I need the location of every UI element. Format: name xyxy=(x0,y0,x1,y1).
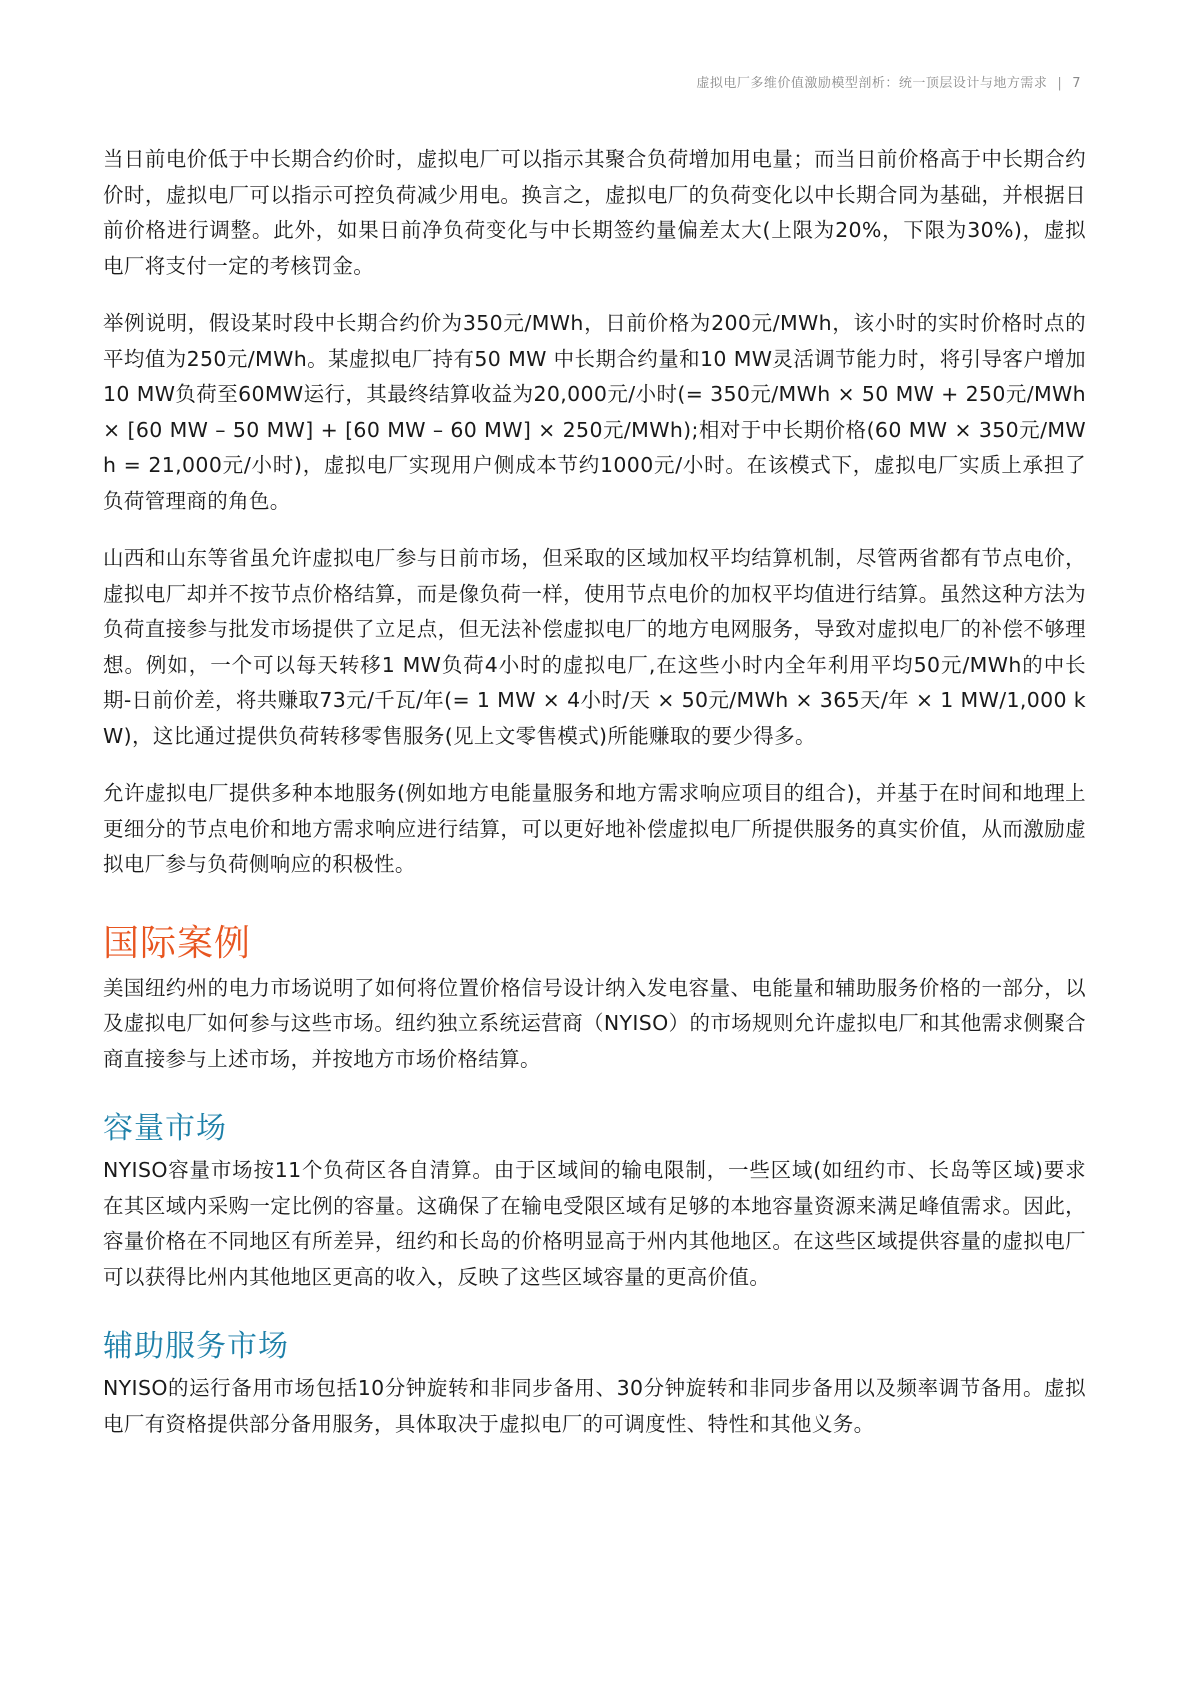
paragraph-ancillary-services-market: NYISO的运行备用市场包括10分钟旋转和非同步备用、30分钟旋转和非同步备用以及频率调节备用。虚拟电厂有资格提供部分备用服务，具体取决于虚拟电厂的可调度性、特性和其他义务。 xyxy=(103,1376,1086,1436)
paragraph-international-cases: 美国纽约州的电力市场说明了如何将位置价格信号设计纳入发电容量、电能量和辅助服务价格的一部分，以及虚拟电厂如何参与这些市场。纽约独立系统运营商（NYISO）的市场规则允许虚拟电厂和其他需求侧聚合商直接参与上述市场，并按地方市场价格结算。 xyxy=(103,975,1086,1071)
running-header xyxy=(696,72,1081,91)
paragraph-capacity-market: NYISO容量市场按11个负荷区各自清算。由于区域间的输电限制，一些区域(如纽约市、长岛等区域)要求在其区域内采购一定比例的容量。这确保了在输电受限区域有足够的本地容量资源来满足峰值需求。因此，容量价格在不同地区有所差异，纽约和长岛的价格明显高于州内其他地区。在这些区域提供容量的虚拟电厂可以获得比州内其他地区更高的收入，反映了这些区域容量的更高价值。 xyxy=(103,1158,1086,1289)
heading-ancillary-services-market: 辅助服务市场 xyxy=(103,1329,289,1364)
paragraph-day-ahead-price: 当日前电价低于中长期合约价时，虚拟电厂可以指示其聚合负荷增加用电量；而当日前价格高于中长期合约价时，虚拟电厂可以指示可控负荷减少用电。换言之，虚拟电厂的负荷变化以中长期合同为基础，并根据日前价格进行调整。此外，如果日前净负荷变化与中长期签约量偏差太大(上限为20%，下限为30%)，虚拟电厂将支付一定的考核罚金。 xyxy=(103,147,1086,278)
paragraph-shanxi-shandong: 山西和山东等省虽允许虚拟电厂参与日前市场，但采取的区域加权平均结算机制，尽管两省都有节点电价，虚拟电厂却并不按节点价格结算，而是像负荷一样，使用节点电价的加权平均值进行结算。虽然这种方法为负荷直接参与批发市场提供了立足点，但无法补偿虚拟电厂的地方电网服务，导致对虚拟电厂的补偿不够理想。例如，一个可以每天转移1 MW负荷4小时的虚拟电厂,在这些小时内全年利用平均50元/MWh的中长期-日前价差，将共赚取73元/千瓦/年(= 1 MW × 4小时/天 × 50元/MWh × 365天/年 × 1 MW/1,000 kW)，这比通过提供负荷转移零售服务(见上文零售模式)所能赚取的要少得多。 xyxy=(103,546,1086,748)
header-separator: | xyxy=(1057,76,1063,91)
paragraph-local-services: 允许虚拟电厂提供多种本地服务(例如地方电能量服务和地方需求响应项目的组合)，并基于在时间和地理上更细分的节点电价和地方需求响应进行结算，可以更好地补偿虚拟电厂所提供服务的真实价值，从而激励虚拟电厂参与负荷侧响应的积极性。 xyxy=(103,781,1086,876)
heading-capacity-market: 容量市场 xyxy=(103,1111,227,1146)
page-body xyxy=(103,142,1086,1442)
heading-international-cases: 国际案例 xyxy=(103,922,252,964)
running-header-title: 虚拟电厂多维价值激励模型剖析：统一顶层设计与地方需求 xyxy=(696,76,1048,91)
paragraph-example: 举例说明，假设某时段中长期合约价为350元/MWh，日前价格为200元/MWh，该小时的实时价格时点的平均值为250元/MWh。某虚拟电厂持有50 MW 中长期合约量和10 MW灵活调节能力时，将引导客户增加10 MW负荷至60MW运行，其最终结算收益为20,000元/小时(= 350元/MWh × 50 MW + 250元/MWh × [60 MW – 50 MW] + [60 MW – 60 MW] × 250元/MWh);相对于中长期价格(60 MW × 350元/MWh = 21,000元/小时)，虚拟电厂实现用户侧成本节约1000元/小时。在该模式下，虚拟电厂实质上承担了负荷管理商的角色。 xyxy=(103,311,1086,513)
page-number: 7 xyxy=(1072,76,1081,91)
